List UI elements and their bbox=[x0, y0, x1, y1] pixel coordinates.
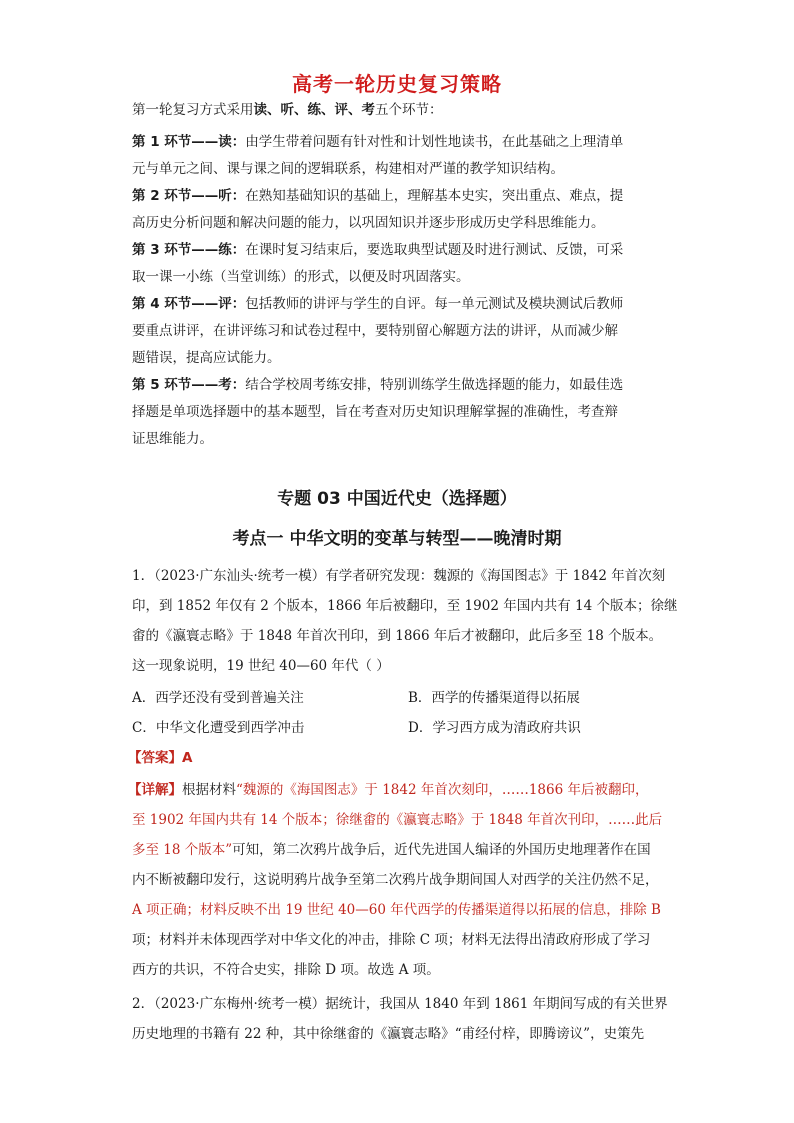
q1-detail-line-7: 西方的共识，不符合史实，排除 D 项。故选 A 项。 bbox=[132, 962, 440, 978]
step-1-text: 由学生带着问题有针对性和计划性地读书，在此基础之上理清单 bbox=[245, 134, 624, 150]
step-4-line-1 bbox=[132, 294, 623, 314]
step-3-text: 在课时复习结束后，要选取典型试题及时进行测试、反馈，可采 bbox=[245, 242, 624, 258]
q1-detail-line-1 bbox=[128, 780, 649, 800]
q1-option-c: C．中华文化遭受到西学冲击 bbox=[132, 720, 305, 736]
q1-option-a: A．西学还没有受到普遍关注 bbox=[132, 690, 304, 706]
page-title: 高考一轮历史复习策略 bbox=[292, 72, 502, 96]
intro-prefix: 第一轮复习方式采用 bbox=[132, 102, 254, 118]
answer-tag: 【答案】 bbox=[128, 750, 182, 766]
q1-detail-line-4: 内不断被翻印发行，这说明鸦片战争至第二次鸦片战争期间国人对西学的关注仍然不足， bbox=[132, 872, 659, 888]
step-5-line-2: 择题是单项选择题中的基本题型，旨在考查对历史知识理解掌握的准确性，考查辩 bbox=[132, 404, 618, 420]
intro-bold: 读、听、练、评、考 bbox=[253, 102, 375, 118]
q1-option-b: B．西学的传播渠道得以拓展 bbox=[408, 690, 580, 706]
q1-detail-line-3 bbox=[132, 840, 651, 860]
step-1-label: 第 1 环节——读： bbox=[132, 134, 246, 150]
step-1-line-1 bbox=[132, 132, 623, 152]
q1-line-4: 这一现象说明，19 世纪 40—60 年代（ ） bbox=[132, 658, 390, 674]
answer-value: A bbox=[182, 750, 193, 766]
step-2-text: 在熟知基础知识的基础上，理解基本史实，突出重点、难点，提 bbox=[245, 188, 624, 204]
step-2-label: 第 2 环节——听： bbox=[132, 188, 246, 204]
step-4-line-3: 题错误，提高应试能力。 bbox=[132, 350, 281, 366]
q1-detail-line-5: A 项正确；材料反映不出 19 世纪 40—60 年代西学的传播渠道得以拓展的信息，排除 B bbox=[132, 902, 661, 918]
detail-quote-1: “魏源的《海国图志》于 1842 年首次刻印，……1866 年后被翻印， bbox=[236, 782, 649, 798]
step-4-text: 包括教师的讲评与学生的自评。每一单元测试及模块测试后教师 bbox=[245, 296, 624, 312]
detail-tag: 【详解】 bbox=[128, 782, 182, 798]
intro-line bbox=[132, 100, 443, 120]
step-5-line-1 bbox=[132, 375, 623, 395]
detail-text-3b: 可知，第二次鸦片战争后，近代先进国人编译的外国历史地理著作在国 bbox=[232, 842, 651, 858]
step-5-text: 结合学校周考练安排，特别训练学生做选择题的能力，如最佳选 bbox=[245, 377, 624, 393]
intro-suffix: 五个环节： bbox=[375, 102, 443, 118]
step-1-line-2: 元与单元之间、课与课之间的逻辑联系，构建相对严谨的教学知识结构。 bbox=[132, 161, 564, 177]
q1-line-1: 1．（2023·广东汕头·统考一模）有学者研究发现：魏源的《海国图志》于 1842 年首次刻 bbox=[132, 568, 666, 584]
step-5-label: 第 5 环节——考： bbox=[132, 377, 246, 393]
step-5-line-3: 证思维能力。 bbox=[132, 431, 213, 447]
step-3-label: 第 3 环节——练： bbox=[132, 242, 246, 258]
step-2-line-1 bbox=[132, 186, 623, 206]
detail-text-1a: 根据材料 bbox=[182, 782, 236, 798]
step-4-line-2: 要重点讲评，在讲评练习和试卷过程中，要特别留心解题方法的讲评，从而减少解 bbox=[132, 323, 618, 339]
detail-quote-3: 多至 18 个版本” bbox=[132, 842, 233, 858]
q1-detail-line-2: 至 1902 年国内共有 14 个版本；徐继畬的《瀛寰志略》于 1848 年首次刊印，……此后 bbox=[132, 812, 663, 828]
step-3-line-2: 取一课一小练（当堂训练）的形式，以便及时巩固落实。 bbox=[132, 269, 470, 285]
q1-detail-line-6: 项；材料并未体现西学对中华文化的冲击，排除 C 项；材料无法得出清政府形成了学习 bbox=[132, 932, 651, 948]
q1-line-2: 印，到 1852 年仅有 2 个版本，1866 年后被翻印，至 1902 年国内共有 14 个版本；徐继 bbox=[132, 598, 678, 614]
section-title: 考点一 中华文明的变革与转型——晚清时期 bbox=[232, 529, 562, 549]
q2-line-2: 历史地理的书籍有 22 种，其中徐继畬的《瀛寰志略》“甫经付梓，即腾谤议”，史策先 bbox=[132, 1026, 645, 1042]
topic-title: 专题 03 中国近代史（选择题） bbox=[277, 489, 517, 509]
q1-option-d: D．学习西方成为清政府共识 bbox=[408, 720, 581, 736]
step-4-label: 第 4 环节——评： bbox=[132, 296, 246, 312]
q1-line-3: 畬的《瀛寰志略》于 1848 年首次刊印，到 1866 年后才被翻印，此后多至 18 个版本。 bbox=[132, 628, 663, 644]
step-2-line-2: 高历史分析问题和解决问题的能力，以巩固知识并逐步形成历史学科思维能力。 bbox=[132, 215, 605, 231]
step-3-line-1 bbox=[132, 240, 623, 260]
q1-answer-line bbox=[128, 748, 192, 768]
q2-line-1: 2．（2023·广东梅州·统考一模）据统计，我国从 1840 年到 1861 年期间写成的有关世界 bbox=[132, 996, 668, 1012]
